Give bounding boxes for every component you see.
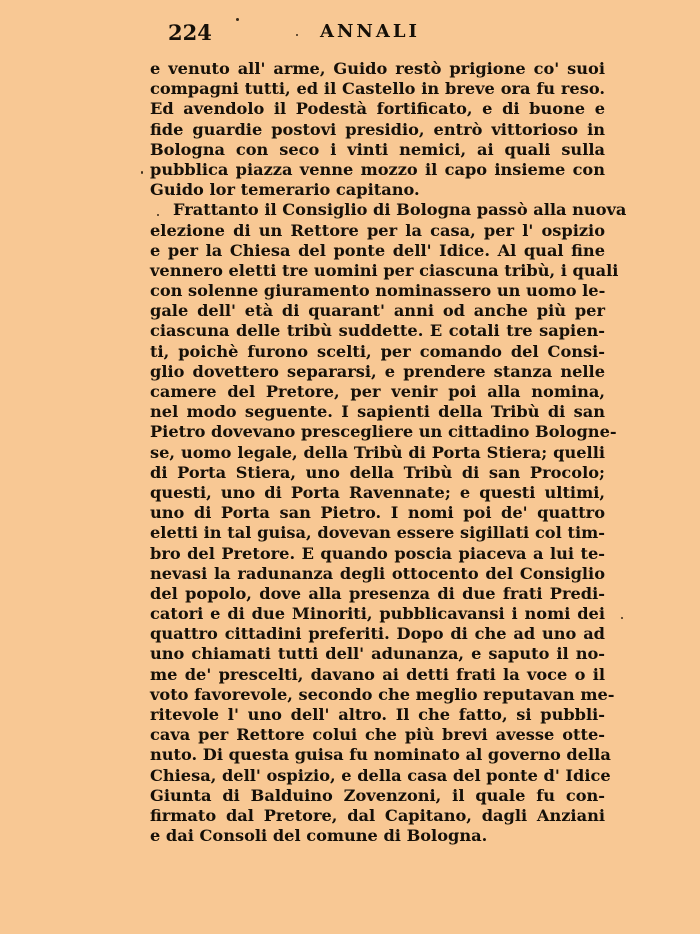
text-line: e dai Consoli del comune di Bologna. <box>150 826 488 846</box>
text-line: di Porta Stiera, uno della Tribù di san Procolo; <box>150 462 605 482</box>
text-line: elezione di un Rettore per la casa, per l' ospizio <box>150 220 605 240</box>
text-line: me de' prescelti, davano ai detti frati la voce o il <box>150 664 605 684</box>
text-line: ciascuna delle tribù suddette. E cotali tre sapien- <box>150 321 605 341</box>
text-line: gale dell' età di quarant' anni od anche più per <box>150 301 605 321</box>
page-number: 224 <box>168 20 212 45</box>
text-line: vennero eletti tre uomini per ciascuna tribù, i quali <box>150 260 619 280</box>
text-line: glio dovettero separarsi, e prendere stanza nelle <box>150 361 605 381</box>
text-line: se, uomo legale, della Tribù di Porta Stiera; quelli <box>150 442 605 462</box>
ink-speck <box>621 617 623 619</box>
text-line: nevasi la radunanza degli ottocento del Consiglio <box>150 563 605 583</box>
text-line: quattro cittadini preferiti. Dopo di che ad uno ad <box>150 624 605 644</box>
text-line: con solenne giuramento nominassero un uomo le- <box>150 281 606 301</box>
text-line: nuto. Di questa guisa fu nominato al governo della <box>150 745 611 765</box>
text-line: bro del Pretore. E quando poscia piaceva a lui te- <box>150 543 605 563</box>
text-line: catori e di due Minoriti, pubblicavansi i nomi dei <box>150 604 605 624</box>
text-line: eletti in tal guisa, dovevan essere sigillati col tim- <box>150 523 605 543</box>
text-line: uno chiamati tutti dell' adunanza, e saputo il no- <box>150 644 605 664</box>
text-line: uno di Porta san Pietro. I nomi poi de' quattro <box>150 503 605 523</box>
text-line: Giunta di Balduino Zovenzoni, il quale fu con- <box>150 785 605 805</box>
ink-speck <box>236 18 239 21</box>
text-line: e venuto all' arme, Guido restò prigione co' suoi <box>150 59 605 78</box>
text-line: Ed avendolo il Podestà fortificato, e di buone e <box>150 99 605 119</box>
text-line: Guido lor temerario capitano. <box>150 180 420 200</box>
text-line: ritevole l' uno dell' altro. Il che fatto, si pubbli- <box>150 705 605 724</box>
text-line: e per la Chiesa del ponte dell' Idice. Al qual fine <box>150 240 605 260</box>
text-line: Bologna con seco i vinti nemici, ai quali sulla <box>150 139 605 159</box>
ink-speck <box>141 171 143 174</box>
ink-speck <box>157 214 159 216</box>
text-line: voto favorevole, secondo che meglio reputavan me- <box>150 684 615 704</box>
text-line: nel modo seguente. I sapienti della Tribù di san <box>150 402 605 422</box>
running-title: ANNALI <box>320 21 420 42</box>
text-line: pubblica piazza venne mozzo il capo insieme con <box>150 159 605 179</box>
ink-speck <box>296 34 298 36</box>
text-line: fide guardie postovi presidio, entrò vittorioso in <box>150 119 605 139</box>
text-line: del popolo, dove alla presenza di due frati Predi- <box>150 583 605 603</box>
text-line: firmato dal Pretore, dal Capitano, dagli Anziani <box>150 805 605 825</box>
body-text <box>150 59 627 846</box>
text-line: Frattanto il Consiglio di Bologna passò alla nuova <box>173 200 627 220</box>
text-line: camere del Pretore, per venir poi alla nomina, <box>150 382 605 401</box>
page-header <box>150 20 605 48</box>
text-line: Chiesa, dell' ospizio, e della casa del ponte d' Idice <box>150 765 611 785</box>
text-line: ti, poichè furono scelti, per comando del Consi- <box>150 341 605 361</box>
text-line: compagni tutti, ed il Castello in breve ora fu reso. <box>150 79 605 99</box>
text-line: cava per Rettore colui che più brevi avesse otte- <box>150 725 605 745</box>
text-line: Pietro dovevano prescegliere un cittadino Bologne- <box>150 422 617 442</box>
text-line: questi, uno di Porta Ravennate; e questi ultimi, <box>150 482 605 502</box>
